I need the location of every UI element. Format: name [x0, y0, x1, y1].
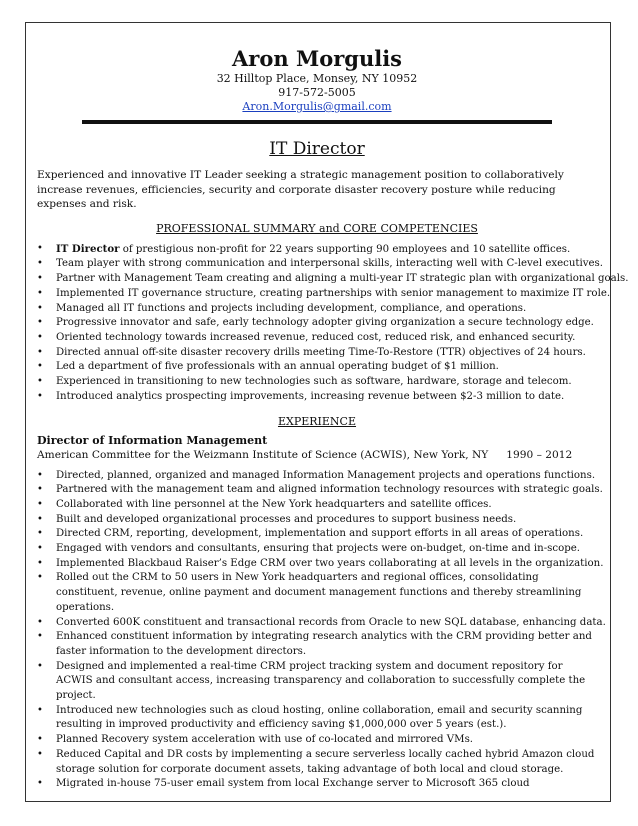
list-item: • Progressive innovator and safe, early technology adopter giving organization a secure technology edge.: [37, 316, 597, 331]
list-item: • Partner with Management Team creating and aligning a multi-year IT strategic plan with organizational goals.: [37, 272, 597, 287]
list-item: • Team player with strong communication and interpersonal skills, interacting well with C-level executives.: [37, 257, 597, 272]
list-item: • Introduced new technologies such as cloud hosting, online collaboration, email and security scanning resulting in improved productivity and efficiency saving $1,000,000 over 5 years (est.).: [37, 704, 597, 733]
list-item: • Built and developed organizational processes and procedures to support business needs.: [37, 513, 597, 528]
list-item: • Converted 600K constituent and transactional records from Oracle to new SQL database, enhancing data.: [37, 616, 597, 631]
list-item: • Led a department of five professionals with an annual operating budget of $1 million.: [37, 360, 597, 375]
summary-heading: PROFESSIONAL SUMMARY and CORE COMPETENCIES: [156, 221, 478, 235]
list-item-text: of prestigious non-profit for 22 years supporting 90 employees and 10 satellite offices.: [119, 243, 571, 255]
list-item: [37, 242, 597, 258]
employer: American Committee for the Weizmann Institute of Science (ACWIS), New York, NY: [37, 448, 489, 461]
phone: 917-572-5005: [278, 86, 356, 99]
header-divider: [82, 120, 552, 124]
list-item: • Implemented Blackbaud Raiser’s Edge CRM over two years collaborating at all levels in the organization.: [37, 557, 597, 572]
competencies-list: [37, 242, 629, 405]
list-item: • Partnered with the management team and aligned information technology resources with strategic goals.: [37, 483, 597, 498]
list-item: • Introduced analytics prospecting improvements, increasing revenue between $2-3 million to date.: [37, 390, 597, 405]
job-title: Director of Information Management: [37, 433, 268, 447]
experience-heading: EXPERIENCE: [277, 414, 357, 428]
experience-list: [37, 469, 606, 792]
list-item: • Directed annual off-site disaster recovery drills meeting Time-To-Restore (TTR) objectives of 24 hours.: [37, 346, 597, 361]
list-item: • Implemented IT governance structure, creating partnerships with senior management to maximize IT role.: [37, 287, 597, 302]
list-item: • Directed, planned, organized and managed Information Management projects and operations functions.: [37, 469, 597, 484]
objective-summary: Experienced and innovative IT Leader seeking a strategic management position to collaboratively increase revenues, efficiencies, security and corporate disaster recovery posture while reducing expenses and risk.: [37, 169, 564, 211]
list-item: • Designed and implemented a real-time CRM project tracking system and document repository for ACWIS and consultant access, increasing transparency and collaboration to successfully complete the project.: [37, 660, 597, 704]
job-dates: 1990 – 2012: [506, 448, 573, 461]
list-item: • Collaborated with line personnel at the New York headquarters and satellite offices.: [37, 498, 597, 513]
list-item: • Experienced in transitioning to new technologies such as software, hardware, storage and telecom.: [37, 375, 597, 390]
list-item-lead: IT Director: [56, 242, 120, 255]
resume-content: [37, 46, 629, 792]
address: 32 Hilltop Place, Monsey, NY 10952: [216, 72, 418, 85]
list-item: • Rolled out the CRM to 50 users in New York headquarters and regional offices, consolidating constituent, revenue, online payment and document management functions and thereby streamlining operations.: [37, 571, 597, 615]
list-item: • Planned Recovery system acceleration with use of co-located and mirrored VMs.: [37, 733, 597, 748]
employer-line: [37, 448, 597, 463]
list-item: • Engaged with vendors and consultants, ensuring that projects were on-budget, on-time and in-scope.: [37, 542, 597, 557]
email-link[interactable]: Aron.Morgulis@gmail.com: [242, 100, 392, 113]
applicant-name: Aron Morgulis: [232, 46, 402, 71]
list-item: • Migrated in-house 75-user email system from local Exchange server to Microsoft 365 cloud: [37, 777, 597, 792]
list-item: • Directed CRM, reporting, development, implementation and support efforts in all areas of operations.: [37, 527, 597, 542]
list-item: • Managed all IT functions and projects including development, compliance, and operations.: [37, 302, 597, 317]
resume-header: [37, 46, 597, 124]
job-objective-title: IT Director: [269, 139, 365, 159]
list-item: • Oriented technology towards increased revenue, reduced cost, reduced risk, and enhanced security.: [37, 331, 597, 346]
list-item: • Reduced Capital and DR costs by implementing a secure serverless locally cached hybrid Amazon cloud storage solution for corporate document assets, taking advantage of both local and cloud storage.: [37, 748, 597, 777]
list-item: • Enhanced constituent information by integrating research analytics with the CRM providing better and faster information to the development directors.: [37, 630, 597, 659]
